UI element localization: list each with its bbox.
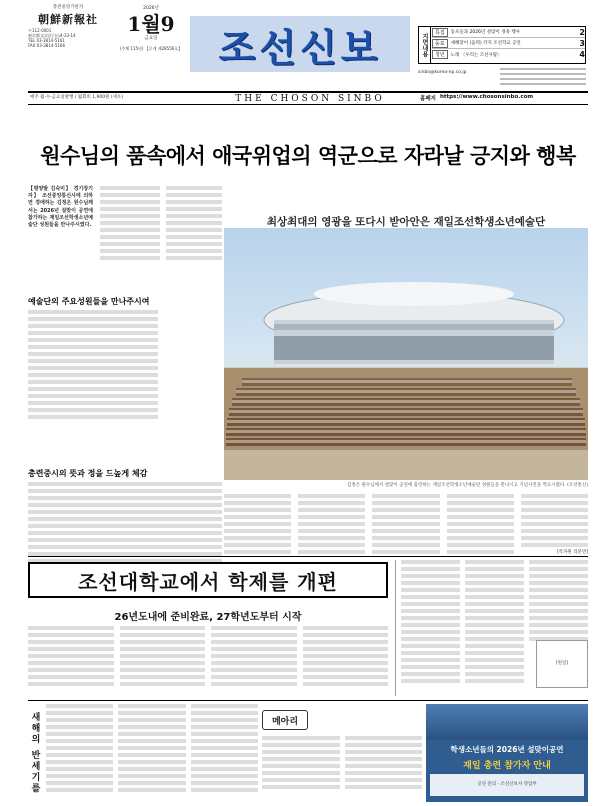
publisher-name: 朝鮮新報社 bbox=[38, 13, 98, 26]
year: 2026년 bbox=[143, 6, 159, 11]
bottom-rule bbox=[28, 700, 588, 701]
second-column bbox=[120, 626, 206, 689]
email[interactable]: sinbo@korea-np.co.jp bbox=[418, 70, 467, 75]
index-row[interactable] bbox=[432, 49, 585, 60]
lead-lower-column bbox=[521, 494, 588, 557]
event-ad[interactable] bbox=[426, 704, 588, 802]
side-column bbox=[401, 560, 460, 686]
index-tag: 동포 bbox=[432, 39, 448, 48]
logo-banner bbox=[190, 16, 410, 72]
brand-logo: 메아리 bbox=[262, 710, 308, 730]
column-title-vertical bbox=[28, 704, 42, 802]
index-page: 4 bbox=[579, 50, 585, 59]
lead-column-2 bbox=[100, 186, 160, 263]
contents-index bbox=[418, 26, 586, 64]
address-line: FAX 03-3814-5166 bbox=[28, 43, 66, 48]
lead-column-body-2 bbox=[28, 482, 222, 573]
lead-lower-columns bbox=[224, 494, 588, 557]
photo-caption-line bbox=[224, 482, 588, 488]
lead-subheading-2: 총련중시의 뜻과 정을 드높게 체감 bbox=[28, 469, 148, 478]
column-title: 새해의 반세기를 bbox=[29, 711, 40, 795]
arena-building-image bbox=[224, 228, 588, 480]
ad-lines bbox=[500, 66, 586, 88]
lead-kicker: 최상최대의 영광을 또다시 받아안은 재일조선학생소년예술단 bbox=[266, 216, 546, 228]
address-line: 東京都文京区白山4-33-14 bbox=[28, 33, 76, 38]
lead-lower-column bbox=[447, 494, 514, 557]
lead-byline: [특파원 리분면] bbox=[556, 550, 589, 555]
side-column bbox=[465, 560, 524, 686]
lead-column-body bbox=[28, 310, 158, 422]
second-subheadline: 26년도내에 준비완료, 27학년도부터 시작 bbox=[114, 612, 302, 623]
index-page: 2 bbox=[579, 27, 585, 37]
issue-number: (주체 115년) 【루계 제28556호】 bbox=[119, 46, 183, 51]
newspaper-logo: 조선신보 bbox=[218, 25, 382, 70]
ad-info-band bbox=[430, 774, 584, 796]
index-label: 지면내용 bbox=[419, 27, 431, 63]
index-tag: 특집 bbox=[432, 28, 448, 37]
address-line: TEL 03-3814-5161 bbox=[28, 38, 65, 43]
lead-lower-column bbox=[298, 494, 365, 557]
roman-title: THE CHOSON SINBO bbox=[235, 94, 385, 104]
second-headline: 조선대학교에서 학제를 개편 bbox=[78, 569, 338, 594]
publication-frequency: 매주 월·수·금요일발행 / 월회비 1,900원 (세포) bbox=[30, 95, 124, 100]
lead-lower-column bbox=[372, 494, 439, 557]
publisher-small: 총련중앙기관지 bbox=[52, 5, 84, 10]
homepage[interactable] bbox=[420, 94, 588, 102]
date: 1월9 bbox=[127, 12, 175, 36]
lead-subheading-1: 예술단의 주요성원들을 만나주시여 bbox=[28, 297, 150, 306]
masthead-rule-bottom bbox=[28, 104, 588, 105]
ad-subheadline: 재일 총련 참가자 안내 bbox=[463, 761, 551, 771]
homepage-label: 홈페지 bbox=[420, 96, 436, 102]
index-row[interactable] bbox=[432, 27, 585, 38]
lead-column-1 bbox=[28, 186, 93, 229]
index-text: 노래 〈우리는 조선사람〉 bbox=[450, 52, 502, 58]
second-column bbox=[303, 626, 389, 689]
publisher-block bbox=[28, 5, 108, 48]
lead-lower-column bbox=[224, 494, 291, 557]
second-column bbox=[28, 626, 114, 689]
address-line: 〒112-0001 bbox=[28, 28, 52, 33]
index-page: 3 bbox=[579, 38, 585, 48]
second-column bbox=[211, 626, 297, 689]
index-text: 동포들과 2026년 설맞이 경축 행사 bbox=[450, 30, 521, 35]
second-story-columns bbox=[28, 626, 388, 689]
photo-caption: 김정은 원수님께서 설맞이 공연에 출연하는 재일조선학생소년예술단 성원들을 만나시고 기념사진을 찍으시였다. bbox=[347, 483, 566, 488]
lead-headline: 원수님의 품속에서 애국위업의 역군으로 자라날 긍지와 행복 bbox=[40, 144, 576, 168]
second-headline-box bbox=[28, 562, 388, 598]
lead-photo bbox=[224, 228, 588, 480]
brand-column-text bbox=[262, 736, 422, 792]
ad-contact: 공연 문의 · 조선신보사 영업부 bbox=[477, 782, 537, 787]
index-text: 새해맞이 (음력) 각지 조선학교 공연 bbox=[450, 41, 521, 46]
section-rule bbox=[28, 556, 588, 557]
index-row[interactable] bbox=[432, 38, 585, 49]
lead-column-3 bbox=[166, 186, 222, 263]
weekday: 금요일 bbox=[144, 36, 158, 41]
bottom-column-text bbox=[46, 704, 258, 795]
homepage-url[interactable]: https://www.chosonsinbo.com bbox=[439, 94, 534, 100]
dateline: 【평양발 김숙미】 경기장기자】 조선중앙통신사에 의하면 경애하는 김정은 원수님께서는 2026년 설맞이 공연에 참가하는 재일조선학생소년예술단 성원들을 만나주시였다. bbox=[28, 186, 93, 229]
ad-headline: 학생소년들의 2026년 설맞이공연 bbox=[450, 745, 564, 754]
ad-photo-band bbox=[426, 704, 588, 740]
masthead-rule bbox=[28, 91, 588, 93]
side-notice-box bbox=[536, 640, 588, 688]
column-divider bbox=[395, 560, 396, 696]
side-notice-byline: [원일] bbox=[555, 661, 569, 666]
date-block bbox=[115, 6, 187, 52]
photo-credit: (조선통신) bbox=[567, 483, 588, 488]
index-tag: 청년 bbox=[432, 50, 448, 59]
